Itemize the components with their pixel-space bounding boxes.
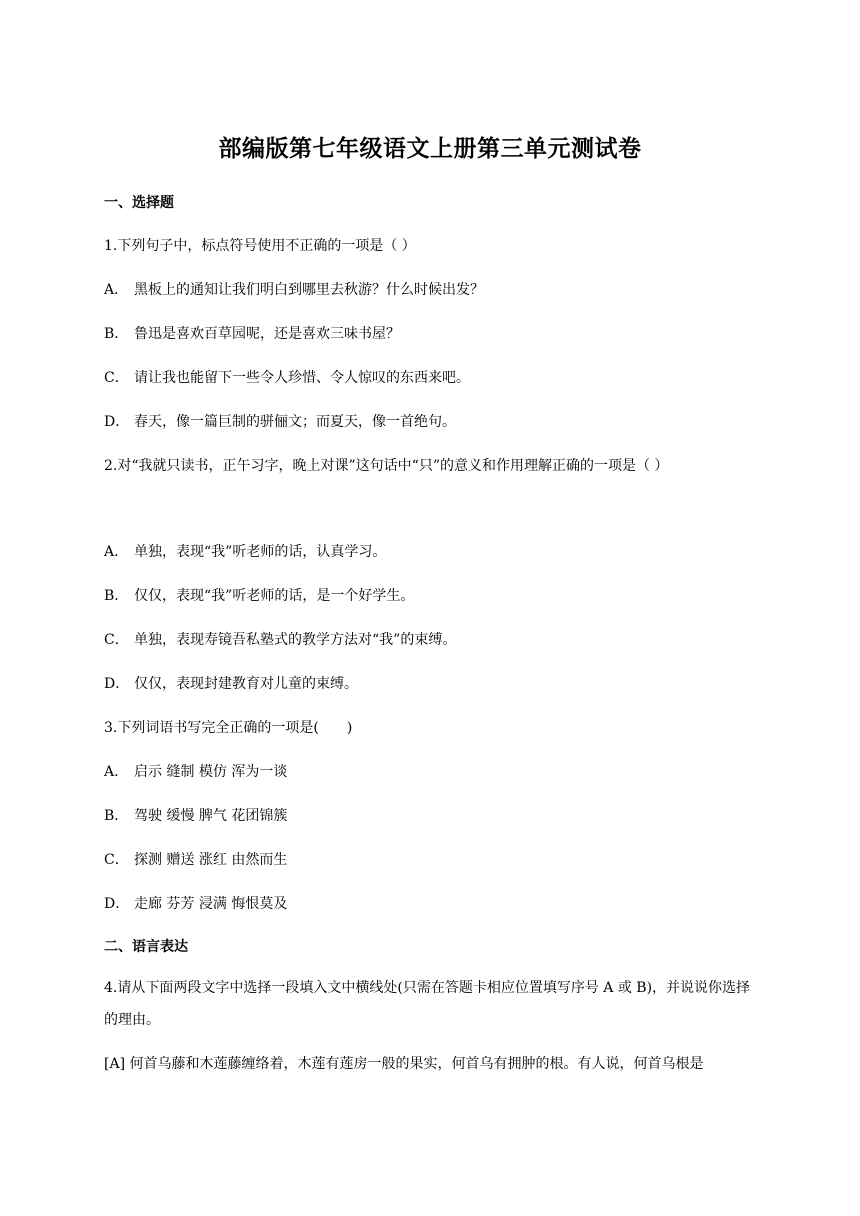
option-text: 单独，表现“我”听老师的话，认真学习。 <box>134 544 387 560</box>
option-text: 走廊 芬芳 浸满 悔恨莫及 <box>134 896 288 912</box>
question-2-option-a <box>104 541 386 561</box>
option-text: 春天，像一篇巨制的骈俪文；而夏天，像一首绝句。 <box>134 414 456 430</box>
option-letter: A． <box>104 764 129 780</box>
option-letter: D． <box>104 414 130 430</box>
question-3-option-c <box>104 849 287 869</box>
option-letter: A． <box>104 282 129 298</box>
question-3-option-b <box>104 805 287 825</box>
option-text: 驾驶 缓慢 脾气 花团锦簇 <box>134 808 288 824</box>
option-letter: A． <box>104 544 129 560</box>
option-text: 探测 赠送 涨红 由然而生 <box>134 852 288 868</box>
option-letter: C． <box>104 370 129 386</box>
section-heading-expression: 二、语言表达 <box>104 939 188 955</box>
question-2-option-c <box>104 629 456 649</box>
option-text: 仅仅，表现封建教育对儿童的束缚。 <box>134 676 358 692</box>
option-letter: B． <box>104 326 129 342</box>
option-letter: C． <box>104 632 129 648</box>
option-text: 请让我也能留下一些令人珍惜、令人惊叹的东西来吧。 <box>134 370 470 386</box>
question-3-option-d <box>104 893 287 913</box>
question-1-option-d <box>104 411 456 431</box>
question-3-option-a <box>104 761 287 781</box>
question-4-passage-a: [A] 何首乌藤和木莲藤缠络着，木莲有莲房一般的果实，何首乌有拥肿的根。有人说，何首乌根是 <box>104 1056 704 1072</box>
option-letter: B． <box>104 808 129 824</box>
question-1-option-b <box>104 323 400 343</box>
page-title: 部编版第七年级语文上册第三单元测试卷 <box>218 135 642 162</box>
option-text: 鲁迅是喜欢百草园呢，还是喜欢三味书屋？ <box>134 326 400 342</box>
option-letter: C． <box>104 852 129 868</box>
option-letter: D． <box>104 896 130 912</box>
question-1-option-c <box>104 367 470 387</box>
option-letter: D． <box>104 676 130 692</box>
option-text: 仅仅，表现“我”听老师的话，是一个好学生。 <box>134 588 415 604</box>
question-1-option-a <box>104 279 484 299</box>
option-text: 单独，表现寿镜吾私塾式的教学方法对“我”的束缚。 <box>134 632 457 648</box>
option-text: 启示 缝制 模仿 浑为一谈 <box>134 764 288 780</box>
question-2-stem: 2.对“我就只读书，正午习字，晚上对课”这句话中“只”的意义和作用理解正确的一项是（ ） <box>104 458 669 474</box>
option-text: 黑板上的通知让我们明白到哪里去秋游？什么时候出发？ <box>134 282 484 298</box>
question-4-stem: 4.请从下面两段文字中选择一段填入文中横线处(只需在答题卡相应位置填写序号 A 或 B)，并说说你选择的理由。 <box>104 980 751 1028</box>
question-1-stem: 1.下列句子中，标点符号使用不正确的一项是（ ） <box>104 238 416 254</box>
question-3-stem: 3.下列词语书写完全正确的一项是( ) <box>104 720 353 736</box>
question-2-option-b <box>104 585 414 605</box>
question-2-option-d <box>104 673 358 693</box>
section-heading-choice: 一、选择题 <box>104 195 174 211</box>
option-letter: B． <box>104 588 129 604</box>
